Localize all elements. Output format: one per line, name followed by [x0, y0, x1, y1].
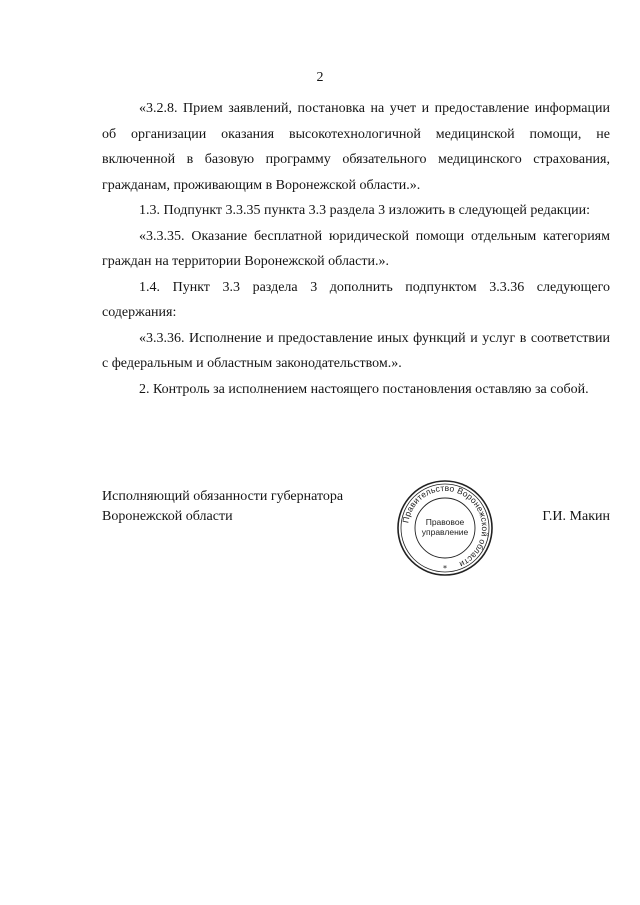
paragraph-2: 2. Контроль за исполнением настоящего постановления оставляю за собой. — [139, 381, 589, 397]
paragraph-1-3: 1.3. Подпункт 3.3.35 пункта 3.3 раздела 3 изложить в следующей редакции: — [139, 203, 590, 218]
page-number: 2 — [316, 70, 324, 85]
seal-center-line2: управление — [421, 527, 469, 537]
signatory-title — [102, 487, 343, 527]
signatory-name: Г.И. Макин — [542, 509, 610, 524]
seal-star: * — [443, 564, 447, 573]
paragraph-3-2-8: «3.2.8. Прием заявлений, постановка на учет и предоставление информации об организации оказания высокотехнологичной медицинской помощи, не включенной в базовую программу обязательного медицинского страхования, гражданам, проживающим в Воронежской области.». — [102, 101, 610, 193]
signatory-title-line2: Воронежской области — [102, 509, 233, 524]
paragraph-3-3-36: «3.3.36. Исполнение и предоставление иных функций и услуг в соответствии с федеральным и областным законодательством.». — [102, 330, 610, 371]
official-seal-stamp — [395, 478, 495, 578]
document-body — [102, 96, 610, 402]
seal-center-line1: Правовое — [425, 517, 465, 527]
paragraph-3-3-35: «3.3.35. Оказание бесплатной юридической помощи отдельным категориям граждан на территории Воронежской области.». — [102, 228, 610, 269]
seal-ring-text: Правительство Воронежской области — [400, 482, 491, 570]
signatory-title-line1: Исполняющий обязанности губернатора — [102, 489, 344, 504]
paragraph-1-4: 1.4. Пункт 3.3 раздела 3 дополнить подпунктом 3.3.36 следующего содержания: — [102, 279, 610, 320]
signature-block — [102, 482, 610, 573]
